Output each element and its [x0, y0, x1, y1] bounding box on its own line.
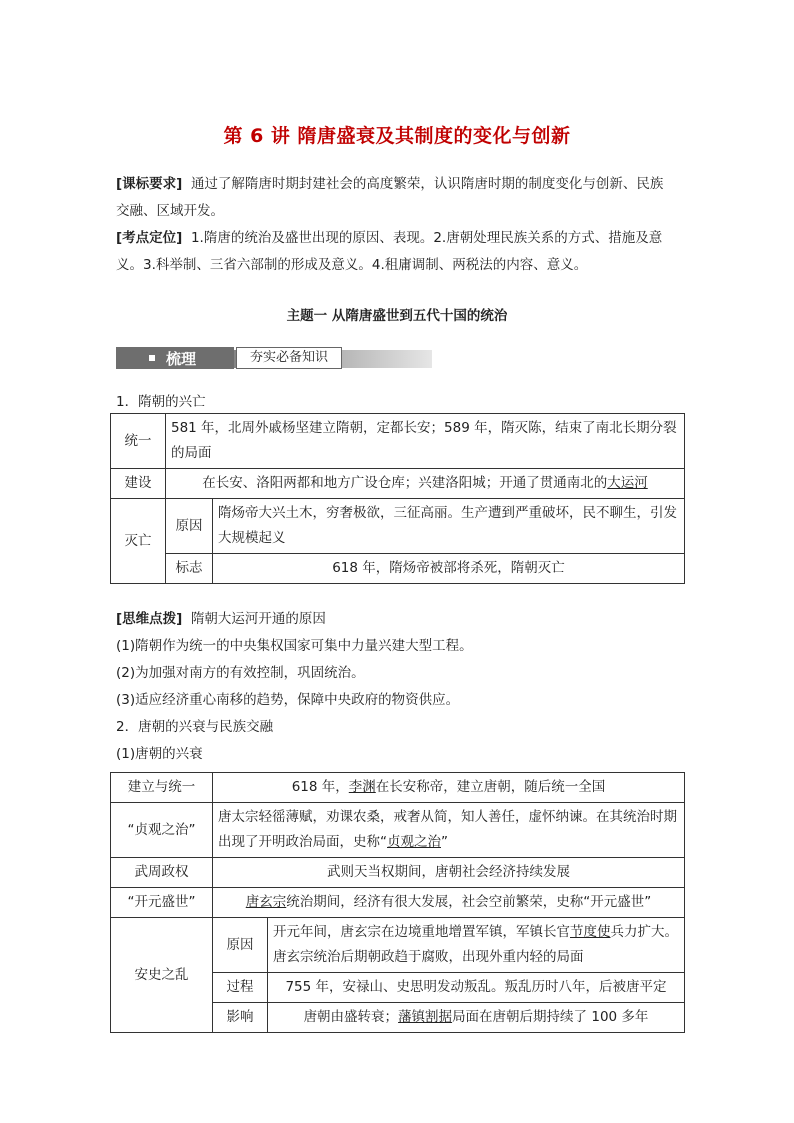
kaiyuan-text: [213, 888, 685, 918]
table-row: [111, 499, 685, 554]
table-row: [111, 918, 685, 973]
unify-text: 581 年，北周外戚杨坚建立隋朝，定都长安；589 年，隋灭陈，结束了南北长期分裂的局面: [166, 414, 685, 469]
thinking-tips: [116, 606, 688, 768]
anshi-process-text: 755 年，安禄山、史思明发动叛乱。叛乱历时八年，后被唐平定: [268, 973, 685, 1003]
anshi-process-label: 过程: [213, 973, 268, 1003]
table-row: [111, 773, 685, 803]
square-bullet-icon: [149, 355, 155, 361]
zhenguan-term: 贞观之治: [387, 834, 441, 850]
row-label-fall: 灭亡: [111, 499, 166, 584]
row-label-unify: 统一: [111, 414, 166, 469]
mark-label: 标志: [166, 554, 213, 584]
founding-year: 618 年，: [291, 779, 349, 795]
zhenguan-end: ”: [441, 834, 448, 850]
mark-text: 618 年，隋炀帝被部将杀死，隋朝灭亡: [213, 554, 685, 584]
sui-table: [110, 413, 685, 584]
section-banner: [116, 347, 432, 369]
anshi-effect-label: 影响: [213, 1003, 268, 1033]
kaiyuan-rest: 统治期间，经济有很大发展，社会空前繁荣，史称“开元盛世”: [286, 894, 652, 910]
curriculum-label: [课标要求]: [116, 176, 183, 192]
page-title: 第 6 讲 隋唐盛衰及其制度的变化与创新: [223, 125, 571, 147]
exam-points-line1: 1.隋唐的统治及盛世出现的原因、表现。2.唐朝处理民族关系的方式、措施及意: [190, 230, 663, 246]
curriculum-text-line2: 交融、区域开发。: [116, 203, 224, 219]
row-label-zhenguan: “贞观之治”: [111, 803, 213, 858]
table-row: [111, 803, 685, 858]
curriculum-text-line1: 通过了解隋唐时期封建社会的高度繁荣，认识隋唐时期的制度变化与创新、民族: [190, 176, 664, 192]
anshi-effect-text: [268, 1003, 685, 1033]
thinking-title: 隋朝大运河开通的原因: [190, 611, 326, 627]
thinking-point-1: (1)隋朝作为统一的中央集权国家可集中力量兴建大型工程。: [116, 638, 473, 654]
founding-rest: 在长安称帝，建立唐朝，随后统一全国: [375, 779, 606, 795]
exam-points: [116, 225, 688, 279]
tang-table: [110, 772, 685, 1033]
anshi-cause-a: 开元年间，唐玄宗在边境重地增置军镇，军镇长官: [273, 924, 570, 940]
cause-label: 原因: [166, 499, 213, 554]
table-row: [111, 888, 685, 918]
table-row: [111, 554, 685, 584]
banner-label: 梳理: [166, 350, 197, 368]
row-label-build: 建设: [111, 469, 166, 499]
table-row: [111, 414, 685, 469]
build-text: [166, 469, 685, 499]
subsection-tang-rise-fall: (1)唐朝的兴衰: [116, 746, 203, 762]
anshi-cause-c: 兵力扩大。唐玄宗统治后期朝政趋于腐败，出现外重内轻的局面: [273, 924, 678, 965]
row-label-wuzhou: 武周政权: [111, 858, 213, 888]
topic-heading: 主题一 从隋唐盛世到五代十国的统治: [286, 308, 508, 324]
anshi-effect-a: 唐朝由盛转衰；: [303, 1009, 399, 1025]
row-label-founding: 建立与统一: [111, 773, 213, 803]
xuanzong-term: 唐玄宗: [245, 894, 287, 910]
zhenguan-text: [213, 803, 685, 858]
section-sui-heading: 1．隋朝的兴亡: [116, 394, 206, 410]
anshi-cause-label: 原因: [213, 918, 268, 973]
banner-subtitle: 夯实必备知识: [236, 347, 342, 369]
fanzhen-term: 藩镇割据: [398, 1009, 453, 1025]
table-row: [111, 469, 685, 499]
thinking-point-2: (2)为加强对南方的有效控制，巩固统治。: [116, 665, 365, 681]
section-tang-heading: 2．唐朝的兴衰与民族交融: [116, 719, 274, 735]
zhenguan-main: 唐太宗轻徭薄赋，劝课农桑，戒奢从简，知人善任，虚怀纳谏。在其统治时期出现了开明政治局面，史称“: [218, 809, 677, 850]
build-text-main: 在长安、洛阳两都和地方广设仓库；兴建洛阳城；开通了贯通南北的: [202, 475, 608, 491]
wuzhou-text: 武则天当权期间，唐朝社会经济持续发展: [213, 858, 685, 888]
row-label-kaiyuan: “开元盛世”: [111, 888, 213, 918]
thinking-point-3: (3)适应经济重心南移的趋势，保障中央政府的物资供应。: [116, 692, 460, 708]
exam-points-label: [考点定位]: [116, 230, 183, 246]
row-label-anshi: 安史之乱: [111, 918, 213, 1033]
exam-points-line2: 义。3.科举制、三省六部制的形成及意义。4.租庸调制、两税法的内容、意义。: [116, 257, 588, 273]
table-row: [111, 858, 685, 888]
curriculum-requirement: [116, 171, 688, 225]
anshi-effect-c: 局面在唐朝后期持续了 100 多年: [452, 1009, 649, 1025]
founding-text: [213, 773, 685, 803]
anshi-cause-text: [268, 918, 685, 973]
thinking-label: [思维点拨]: [116, 611, 183, 627]
jiedushi-term: 节度使: [570, 924, 611, 940]
cause-text: 隋炀帝大兴土木，穷奢极欲，三征高丽。生产遭到严重破坏，民不聊生，引发大规模起义: [213, 499, 685, 554]
li-yuan-term: 李渊: [348, 779, 376, 795]
grand-canal-term: 大运河: [607, 475, 648, 491]
